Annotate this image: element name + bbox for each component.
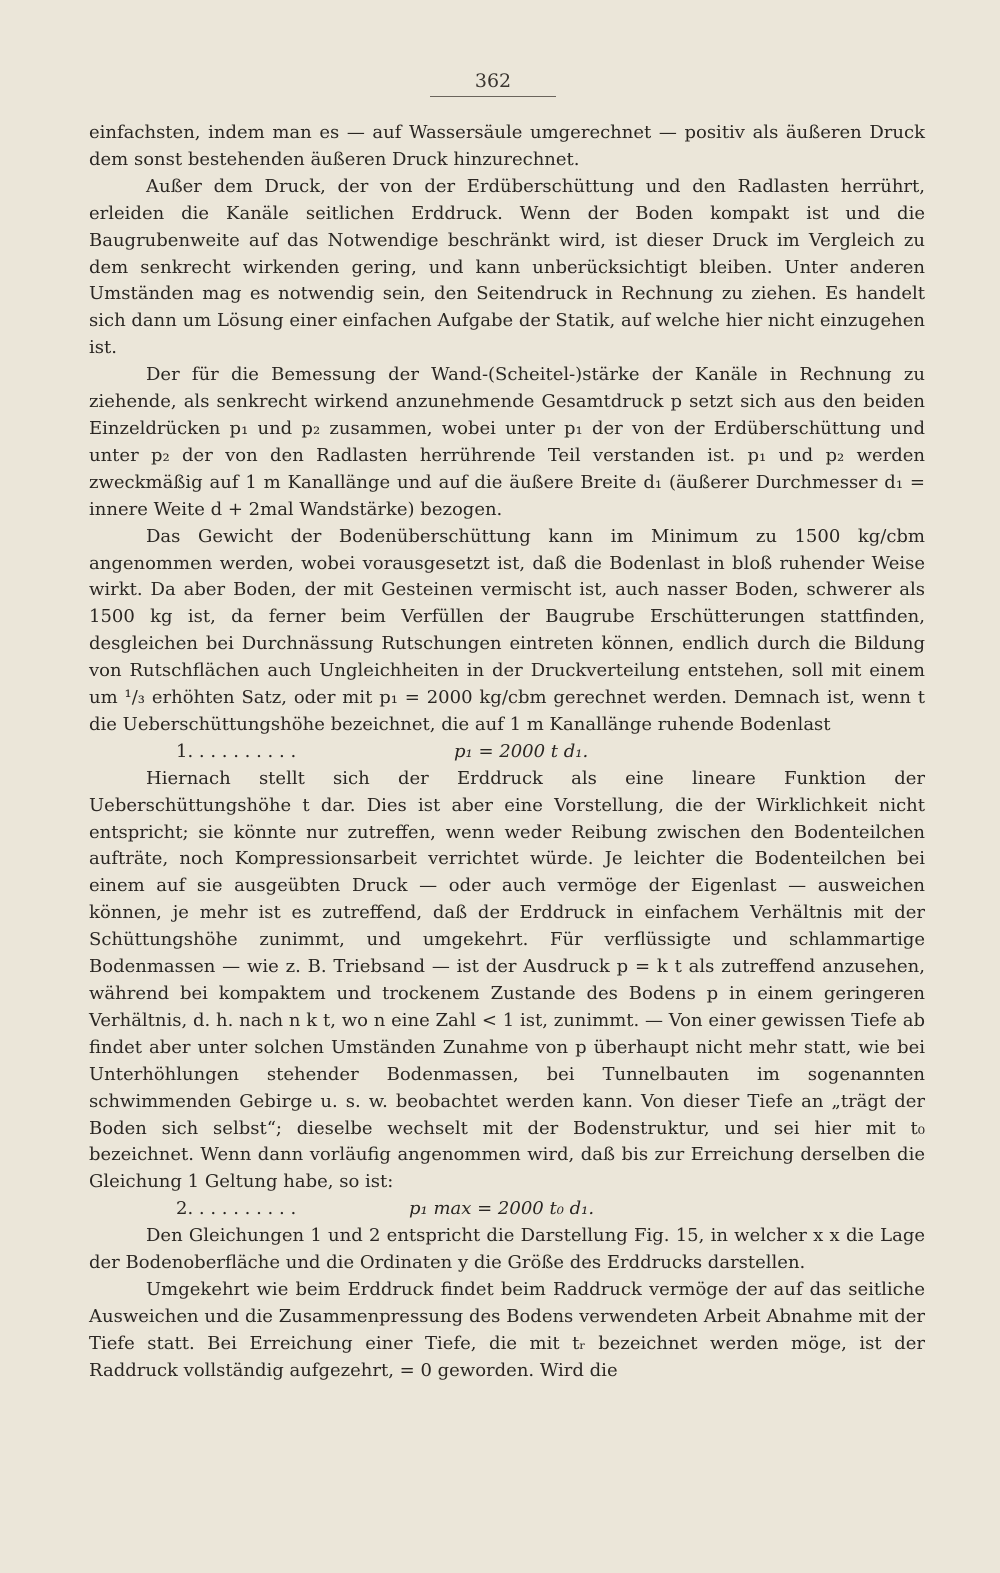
page-number: 362	[430, 70, 556, 97]
paragraph: einfachsten, indem man es — auf Wassersäule umgerechnet — positiv als äußeren Druck dem sonst bestehenden äußeren Druck hinzurechnet.	[89, 122, 925, 170]
body-text	[89, 120, 925, 1385]
paragraph: Umgekehrt wie beim Erddruck findet beim Raddruck vermöge der auf das seitliche Ausweichen und die Zusammenpressung des Bodens verwendeten Arbeit Abnahme mit der Tiefe statt. Bei Erreichung einer Tiefe, die mit tᵣ bezeichnet werden möge, ist der Raddruck vollständig aufgezehrt, = 0 geworden. Wird die	[89, 1278, 925, 1381]
paragraph: Den Gleichungen 1 und 2 entspricht die Darstellung Fig. 15, in welcher x x die Lage der Bodenoberfläche und die Ordinaten y die Größe des Erddrucks darstellen.	[89, 1225, 925, 1274]
equation-2	[89, 1196, 925, 1223]
paragraph: Außer dem Druck, der von der Erdüberschüttung und den Radlasten herrührt, erleiden die Kanäle seitlichen Erddruck. Wenn der Boden kompakt ist und die Baugrubenweite auf das Notwendige beschränkt wird, ist dieser Druck im Vergleich zu dem senkrecht wirkenden gering, und kann unberücksichtigt bleiben. Unter anderen Umständen mag es notwendig sein, den Seitendruck in Rechnung zu ziehen. Es handelt sich dann um Lösung einer einfachen Aufgabe der Statik, auf welche hier nicht einzugehen ist.	[89, 175, 925, 359]
equation-expression: p₁ = 2000 t d₁.	[454, 740, 589, 762]
equation-1	[89, 739, 925, 766]
paragraph: Der für die Bemessung der Wand-(Scheitel-)stärke der Kanäle in Rechnung zu ziehende, als senkrecht wirkend anzunehmende Gesamtdruck p setzt sich aus den beiden Einzeldrücken p₁ und p₂ zusammen, wobei unter p₁ der von der Erdüberschüttung und unter p₂ der von den Radlasten herrührende Teil verstanden ist. p₁ und p₂ werden zweckmäßig auf 1 m Kanallänge und auf die äußere Breite d₁ (äußerer Durchmesser d₁ = innere Weite d + 2mal Wandstärke) bezogen.	[89, 364, 925, 520]
equation-expression: p₁ max = 2000 t₀ d₁.	[409, 1198, 595, 1220]
paragraph: Das Gewicht der Bodenüberschüttung kann im Minimum zu 1500 kg/cbm angenommen werden, wobei vorausgesetzt ist, daß die Bodenlast in bloß ruhender Weise wirkt. Da aber Boden, der mit Gesteinen vermischt ist, auch nasser Boden, schwerer als 1500 kg ist, da ferner beim Verfüllen der Baugrube Erschütterungen stattfinden, desgleichen bei Durchnässung Rutschungen eintreten können, endlich durch die Bildung von Rutschflächen auch Ungleichheiten in der Druckverteilung entstehen, soll mit einem um ¹/₃ erhöhten Satz, oder mit p₁ = 2000 kg/cbm gerechnet werden. Demnach ist, wenn t die Ueberschüttungshöhe bezeichnet, die auf 1 m Kanallänge ruhende Bodenlast	[89, 525, 925, 735]
equation-number: 1. . . . . . . . . .	[176, 740, 297, 762]
equation-number: 2. . . . . . . . . .	[176, 1198, 297, 1220]
paragraph: Hiernach stellt sich der Erddruck als eine lineare Funktion der Ueberschüttungshöhe t dar. Dies ist aber eine Vorstellung, die der Wirklichkeit nicht entspricht; sie könnte nur zutreffen, wenn weder Reibung zwischen den Bodenteilchen aufträte, noch Kompressionsarbeit verrichtet würde. Je leichter die Bodenteilchen bei einem auf sie ausgeübten Druck — oder auch vermöge der Eigenlast — ausweichen können, je mehr ist es zutreffend, daß der Erddruck in einfachem Verhältnis mit der Schüttungshöhe zunimmt, und umgekehrt. Für verflüssigte und schlammartige Bodenmassen — wie z. B. Triebsand — ist der Ausdruck p = k t als zutreffend anzusehen, während bei kompaktem und trockenem Zustande des Bodens p in einem geringeren Verhältnis, d. h. nach n k t, wo n eine Zahl < 1 ist, zunimmt. — Von einer gewissen Tiefe ab findet aber unter solchen Umständen Zunahme von p überhaupt nicht mehr statt, wie bei Unterhöhlungen stehender Bodenmassen, bei Tunnelbauten im sogenannten schwimmenden Gebirge u. s. w. beobachtet werden kann. Von dieser Tiefe an „trägt der Boden sich selbst“; dieselbe wechselt mit der Bodenstruktur, und sei hier mit t₀ bezeichnet. Wenn dann vorläufig angenommen wird, daß bis zur Erreichung derselben die Gleichung 1 Geltung habe, so ist:	[89, 767, 925, 1193]
